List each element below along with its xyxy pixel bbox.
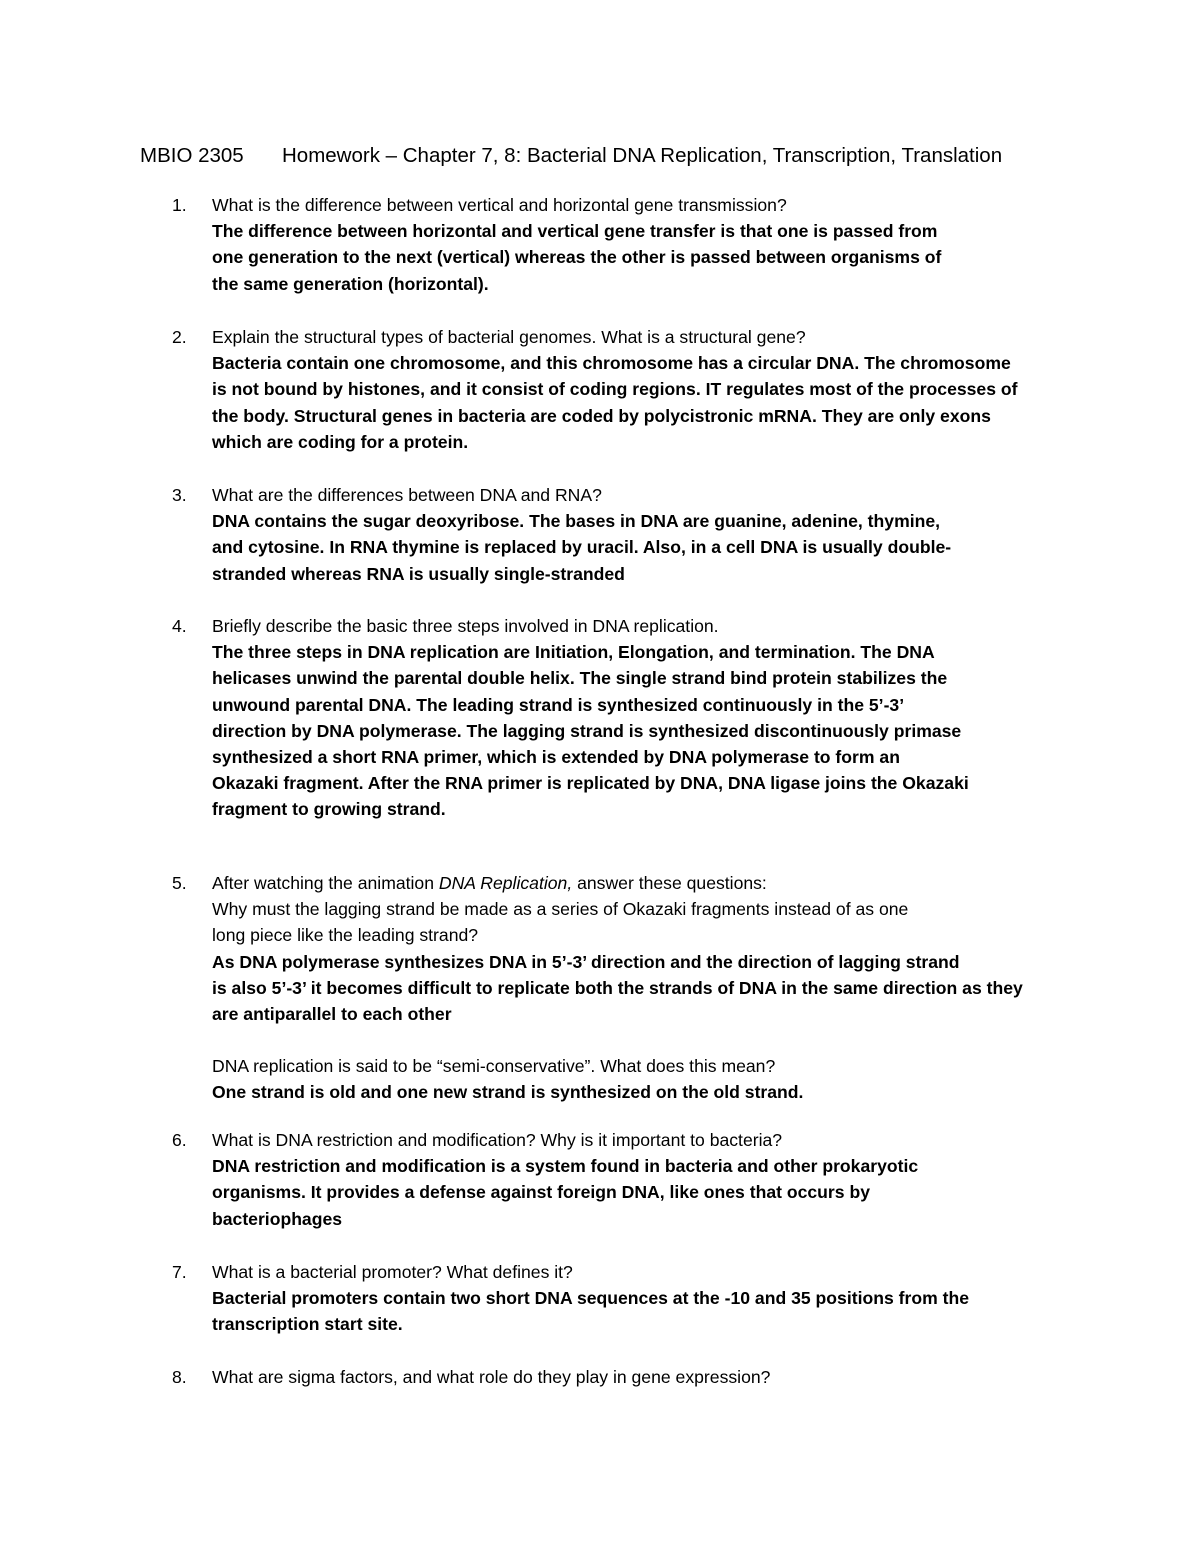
intro-text: After watching the animation (212, 873, 439, 893)
answer-line: direction by DNA polymerase. The lagging strand is synthesized discontinuously primase (212, 720, 962, 741)
answer-line: The three steps in DNA replication are Initiation, Elongation, and termination. The DNA (212, 642, 935, 663)
answer-line: The difference between horizontal and vertical gene transfer is that one is passed from (212, 221, 938, 242)
answer-line: Okazaki fragment. After the RNA primer is replicated by DNA, DNA ligase joins the Okazaki (212, 773, 969, 794)
animation-title: DNA Replication, (438, 873, 573, 893)
sub-question-text: DNA replication is said to be “semi-conservative”. What does this mean? (212, 1056, 776, 1077)
answer-line: stranded whereas RNA is usually single-stranded (212, 563, 625, 584)
answer-line: As DNA polymerase synthesizes DNA in 5’-3’ direction and the direction of lagging strand (212, 951, 960, 972)
answer-line: Bacterial promoters contain two short DNA sequences at the -10 and 35 positions from the (212, 1288, 970, 1309)
question-text: Briefly describe the basic three steps involved in DNA replication. (212, 616, 719, 636)
question-number: 4. (172, 616, 187, 636)
answer-line: which are coding for a protein. (212, 431, 469, 452)
question-text: What is DNA restriction and modification? Why is it important to bacteria? (212, 1130, 783, 1150)
question-text: What are sigma factors, and what role do they play in gene expression? (212, 1367, 771, 1387)
question-text: What is a bacterial promoter? What defines it? (212, 1262, 573, 1282)
question-1 (172, 192, 1072, 297)
question-intro (212, 870, 1072, 896)
course-code: MBIO 2305 (140, 144, 244, 167)
answer-line: is also 5’-3’ it becomes difficult to replicate both the strands of DNA in the same direction as they (212, 977, 1023, 998)
question-6 (172, 1127, 1072, 1232)
answer-line: fragment to growing strand. (212, 799, 446, 820)
question-8 (172, 1364, 1072, 1390)
question-number: 5. (172, 873, 187, 893)
answer-line: are antiparallel to each other (212, 1004, 452, 1025)
answer-line: DNA restriction and modification is a system found in bacteria and other prokaryotic (212, 1156, 919, 1177)
question-3 (172, 482, 1072, 587)
question-4 (172, 613, 1072, 823)
answer-line: helicases unwind the parental double helix. The single strand bind protein stabilizes the (212, 668, 948, 689)
question-text: What are the differences between DNA and RNA? (212, 485, 602, 505)
question-7 (172, 1259, 1072, 1338)
intro-text: answer these questions: (572, 873, 767, 893)
answer-line: the same generation (horizontal). (212, 273, 489, 294)
spacer (212, 1027, 1072, 1053)
answer-line: Bacteria contain one chromosome, and this chromosome has a circular DNA. The chromosome (212, 353, 1011, 374)
answer-line: organisms. It provides a defense against foreign DNA, like ones that occurs by (212, 1182, 870, 1203)
sub-question-text: long piece like the leading strand? (212, 925, 479, 946)
sub-question-text: Why must the lagging strand be made as a series of Okazaki fragments instead of as one (212, 899, 909, 920)
question-2 (172, 324, 1072, 455)
answer-line: and cytosine. In RNA thymine is replaced by uracil. Also, in a cell DNA is usually double- (212, 537, 952, 558)
page-header (140, 142, 1002, 170)
question-text: Explain the structural types of bacterial genomes. What is a structural gene? (212, 327, 806, 347)
answer-line: the body. Structural genes in bacteria are coded by polycistronic mRNA. They are only exons (212, 405, 991, 426)
question-text: What is the difference between vertical and horizontal gene transmission? (212, 195, 787, 215)
answer-line: One strand is old and one new strand is synthesized on the old strand. (212, 1082, 804, 1103)
question-number: 6. (172, 1130, 187, 1150)
question-number: 7. (172, 1262, 187, 1282)
answer-line: transcription start site. (212, 1314, 403, 1335)
question-number: 8. (172, 1367, 187, 1387)
question-5 (172, 870, 1072, 1106)
answer-line: DNA contains the sugar deoxyribose. The bases in DNA are guanine, adenine, thymine, (212, 511, 941, 532)
question-number: 2. (172, 327, 187, 347)
answer-line: unwound parental DNA. The leading strand is synthesized continuously in the 5’-3’ (212, 694, 905, 715)
page-title: Homework – Chapter 7, 8: Bacterial DNA Replication, Transcription, Translation (282, 144, 1003, 167)
answer-line: synthesized a short RNA primer, which is extended by DNA polymerase to form an (212, 747, 900, 768)
question-number: 3. (172, 485, 187, 505)
answer-line: bacteriophages (212, 1208, 343, 1229)
answer-line: is not bound by histones, and it consist of coding regions. IT regulates most of the processes of (212, 379, 1018, 400)
answer-line: one generation to the next (vertical) whereas the other is passed between organisms of (212, 247, 942, 268)
question-number: 1. (172, 195, 187, 215)
